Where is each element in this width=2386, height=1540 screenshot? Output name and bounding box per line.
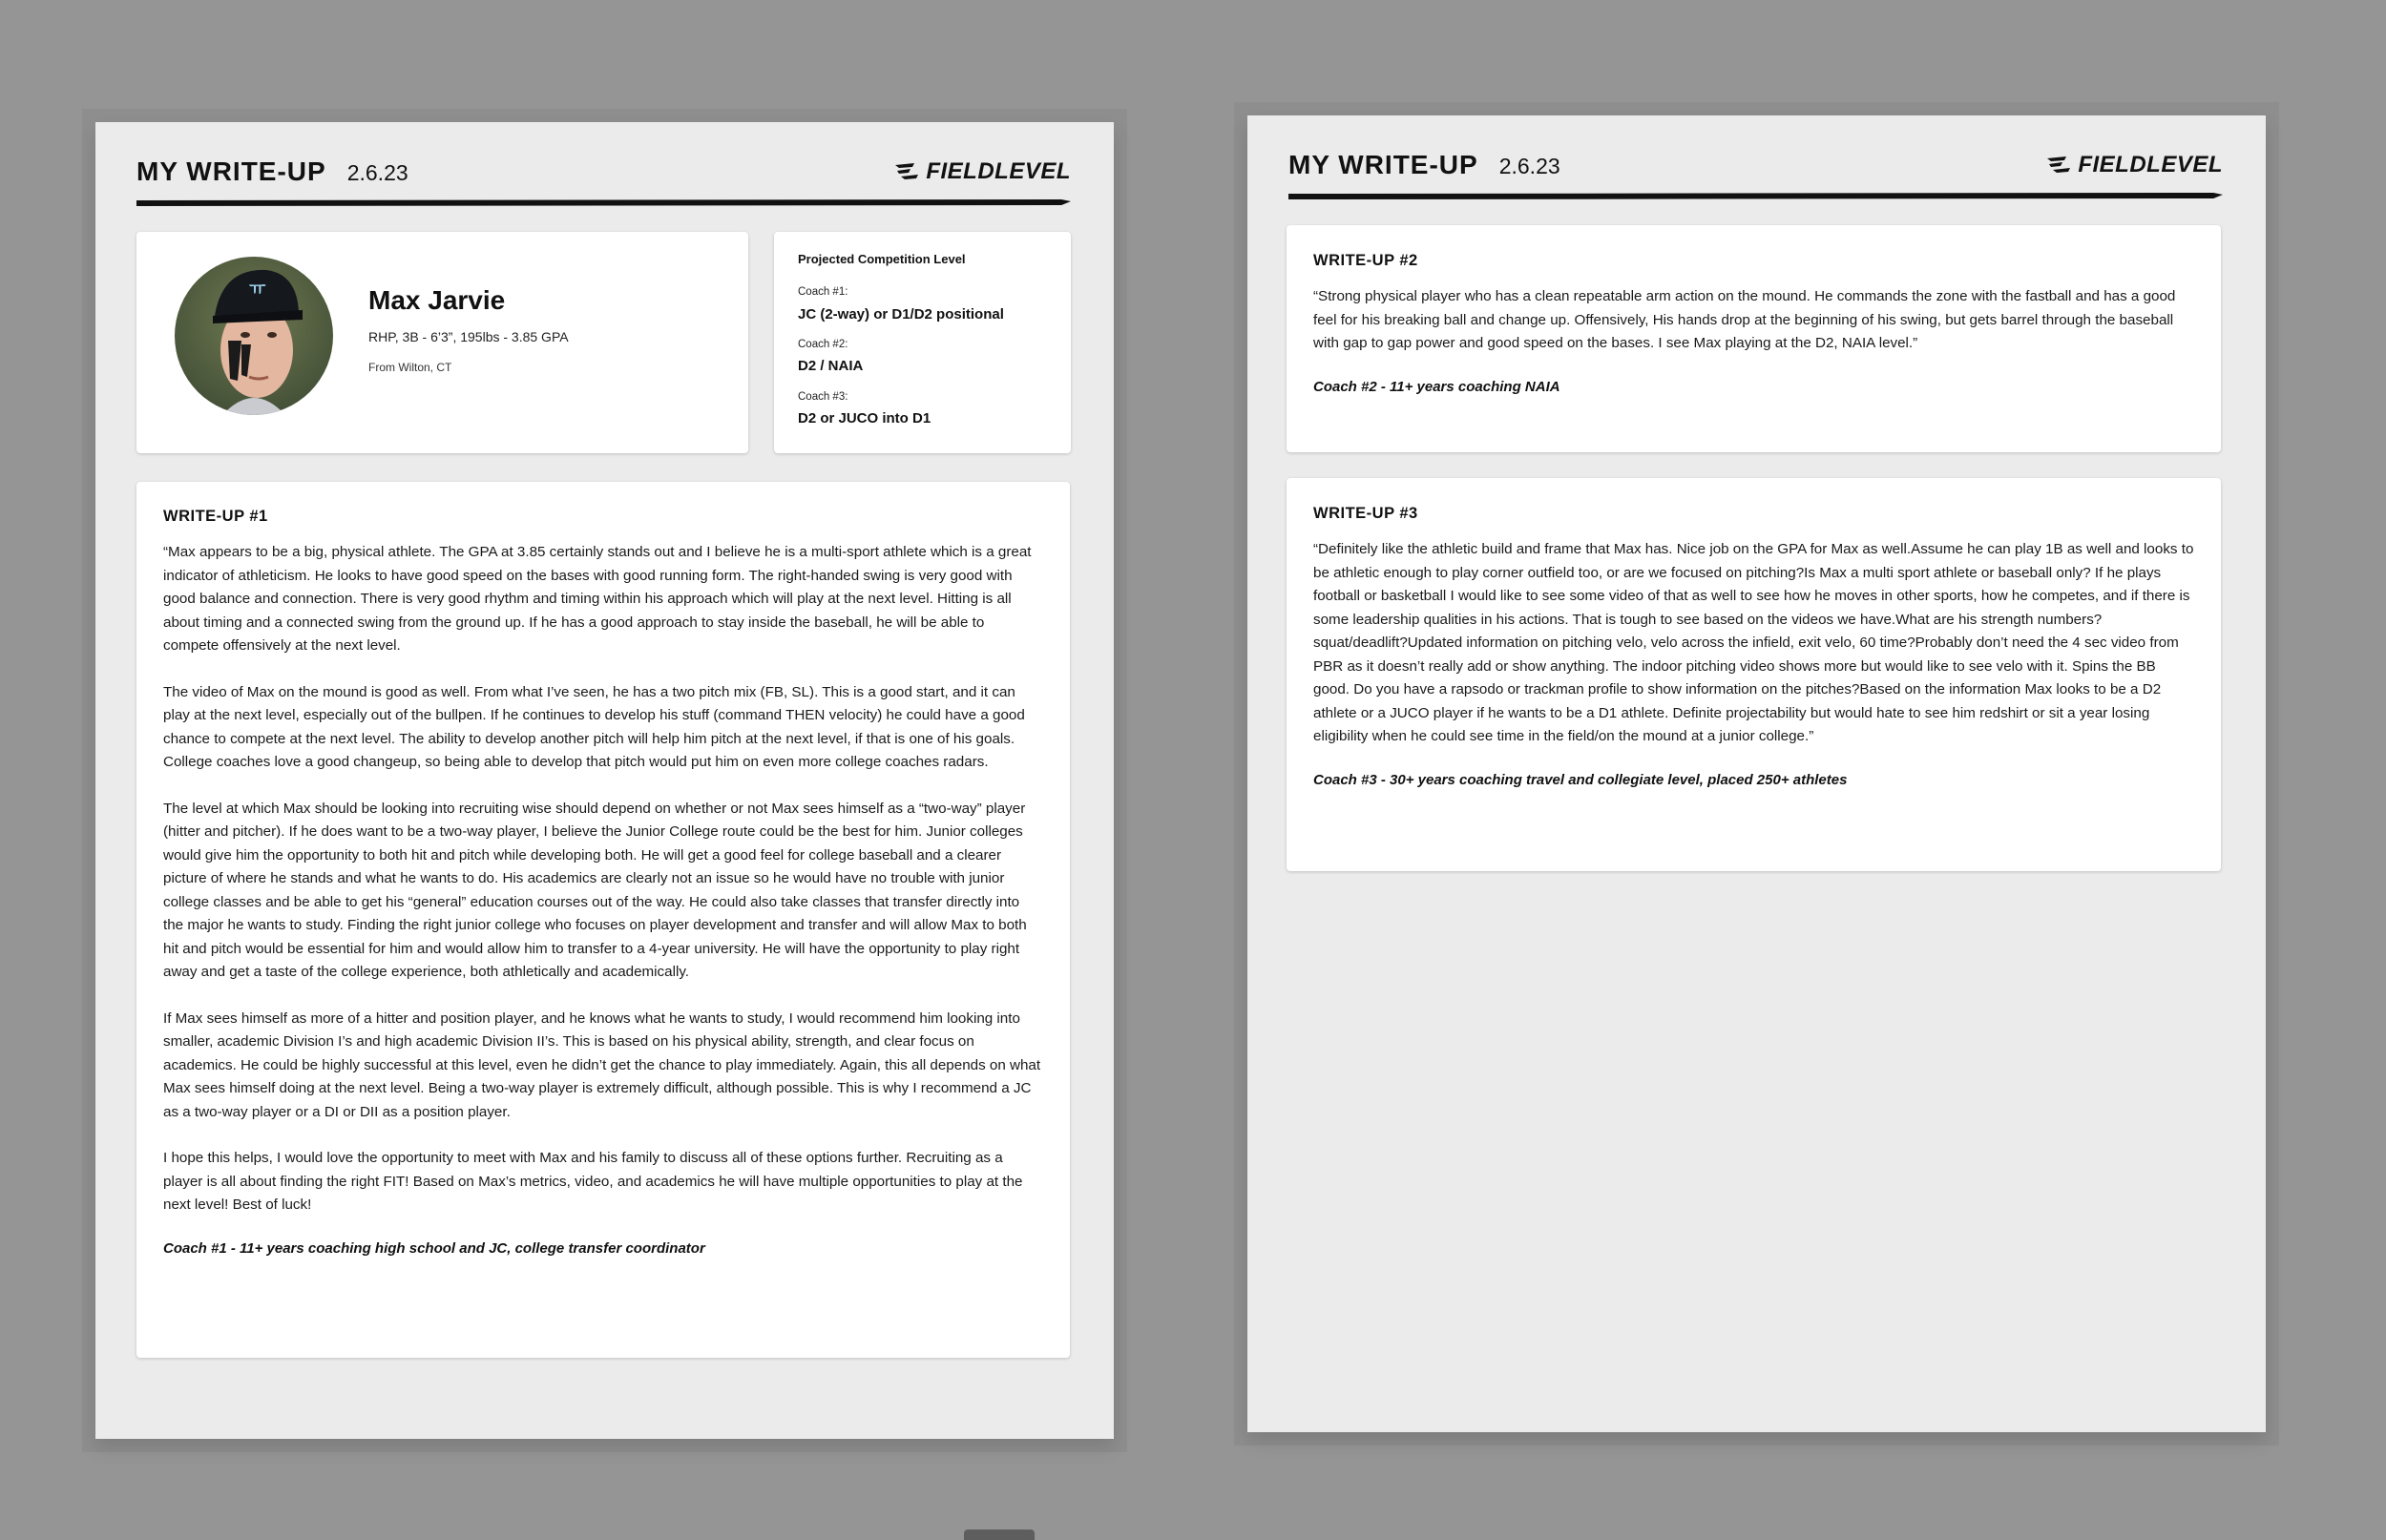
coach-1-projection: JC (2-way) or D1/D2 positional bbox=[798, 306, 1004, 323]
page-header bbox=[136, 122, 1071, 210]
page-date: 2.6.23 bbox=[1498, 154, 1560, 178]
write-up-1-paragraph: I hope this helps, I would love the opportunity to meet with Max and his family to discuss all of these options further. Recruiting as a player is all about finding the right FIT! Based on Max’s metrics, video, and academics he will have multiple opportunities to play at the next level! Best of luck! bbox=[163, 1150, 1023, 1213]
coach-2-label: Coach #2: bbox=[798, 339, 848, 350]
page-title: MY WRITE-UP bbox=[1288, 150, 1478, 179]
fieldlevel-logo-icon bbox=[2045, 155, 2074, 176]
brand-logo bbox=[893, 158, 1071, 185]
header-rule bbox=[1288, 192, 2223, 199]
write-up-2-signature: Coach #2 - 11+ years coaching NAIA bbox=[1313, 378, 1560, 395]
player-stats: RHP, 3B - 6’3”, 195lbs - 3.85 GPA bbox=[368, 329, 569, 344]
write-up-1-paragraph: “Max appears to be a big, physical athlete. The GPA at 3.85 certainly stands out and I believe he is a multi-sport athlete which is a great indicator of athleticism. He looks to have good speed on the bases with good running form. The right-handed swing is very good with good balance and connection. There is very good rhythm and timing within his approach which will play at the next level. Hitting is all about timing and a connected swing from the ground up. If he has a good approach to stay inside the baseball, he will be able to compete offensively at the next level. bbox=[163, 544, 1032, 654]
coach-2-projection: D2 / NAIA bbox=[798, 358, 864, 374]
document-page-1 bbox=[95, 122, 1114, 1439]
brand-name: FIELDLEVEL bbox=[2078, 152, 2223, 177]
write-up-1-signature: Coach #1 - 11+ years coaching high school and JC, college transfer coordinator bbox=[163, 1239, 705, 1257]
write-up-3-signature: Coach #3 - 30+ years coaching travel and collegiate level, placed 250+ athletes bbox=[1313, 771, 1848, 788]
write-up-2-card bbox=[1287, 225, 2221, 452]
page-header bbox=[1288, 115, 2223, 203]
write-up-2-title: WRITE-UP #2 bbox=[1313, 252, 1418, 269]
document-page-2 bbox=[1247, 115, 2266, 1432]
coach-3-projection: D2 or JUCO into D1 bbox=[798, 410, 931, 427]
write-up-1-paragraph: The video of Max on the mound is good as well. From what I’ve seen, he has a two pitch mix (FB, SL). This is a good start, and it can play at the next level, especially out of the bullpen. If he continues to develop his stuff (command THEN velocity) he could have a good chance to compete at the next level. The ability to develop another pitch will help him pitch at the next level, if that is one of his goals. College coaches love a good changeup, so being able to develop that pitch would put him on even more college coaches radars. bbox=[163, 683, 1025, 770]
fieldlevel-logo-icon bbox=[893, 161, 922, 182]
header-title-group bbox=[136, 156, 408, 187]
header-rule bbox=[136, 198, 1071, 206]
player-avatar bbox=[175, 257, 333, 415]
svg-text:ㅠ: ㅠ bbox=[249, 280, 266, 300]
coach-1-label: Coach #1: bbox=[798, 286, 848, 298]
player-name: Max Jarvie bbox=[368, 285, 506, 315]
write-up-1-paragraph: The level at which Max should be looking into recruiting wise should depend on whether or not Max sees himself as a “two-way” player (hitter and pitcher). If he does want to be a two-way player, I believe the Junior College route could be the best for him. Junior colleges would give him the opportunity to both hit and pitch while developing both. He will get a good feel for college baseball and a clearer picture of where he stands and what he wants to do. His academics are clearly not an issue so he would have no trouble with junior college classes and be able to get his “general” education courses out of the way. He could also take classes that transfer directly into the major he wants to study. Finding the right junior college who focuses on player development and transfer and will allow Max to both hit and pitch would be essential for him and would allow him to transfer to a 4-year university. He will have the opportunity to play right away and get a taste of the college experience, both athletically and academically. bbox=[163, 800, 1027, 980]
projected-level-title: Projected Competition Level bbox=[798, 252, 966, 266]
write-up-3-title: WRITE-UP #3 bbox=[1313, 505, 1418, 522]
write-up-3-card bbox=[1287, 478, 2221, 871]
player-profile-card bbox=[136, 232, 748, 453]
page-title: MY WRITE-UP bbox=[136, 156, 326, 186]
write-up-1-paragraph: If Max sees himself as more of a hitter and position player, and he knows what he wants to study, I would recommend him looking into smaller, academic Division I’s and high academic Division II’s. This is based on his physical ability, strength, and clear focus on academics. He could be highly successful at this level, even he didn’t get the chance to play immediately. Again, this all depends on what Max sees himself doing at the next level. Being a two-way player is extremely difficult, although possible. This is why I recommend a JC as a two-way player or a DI or DII as a position player. bbox=[163, 1009, 1041, 1120]
page-date: 2.6.23 bbox=[346, 160, 408, 185]
write-up-2-paragraph: “Strong physical player who has a clean repeatable arm action on the mound. He commands the zone with the fastball and has a good feel for his breaking ball and change up. Offensively, His hands drop at the beginning of his swing, but gets barrel through the baseball with gap to gap power and good speed on the bases. I see Max playing at the D2, NAIA level.” bbox=[1313, 288, 2176, 351]
brand-name: FIELDLEVEL bbox=[926, 158, 1071, 184]
write-up-1-card bbox=[136, 482, 1070, 1358]
coach-3-label: Coach #3: bbox=[798, 391, 848, 403]
write-up-3-paragraph: “Definitely like the athletic build and frame that Max has. Nice job on the GPA for Max as well.Assume he can play 1B as well and looks to be athletic enough to play corner outfield too, or are we focused on pitching?Is Max a multi sport athlete or baseball only? If he plays football or basketball I would like to see some video of that as well to see how he moves in other sports, how he competes, and if there is some leadership qualities in his actions. That is tough to see based on the videos we have.What are his strength numbers? squat/deadlift?Updated information on pitching velo, velo across the infield, exit velo, 60 time?Probably don’t need the 4 sec video from PBR as it doesn’t really add or show anything. The indoor pitching video shows more but would like to see velo with it. Spins the BB good. Do you have a rapsodo or trackman profile to show information on the pitches?Based on the information Max looks to be a D2 athlete or a JUCO player if he wants to be a D1 athlete. Definite projectability but would hate to see him redshirt or sit a year losing eligibility when he could see time in the field/on the mound at a junior college.” bbox=[1313, 541, 2194, 744]
write-up-1-title: WRITE-UP #1 bbox=[163, 508, 268, 525]
brand-logo bbox=[2045, 152, 2223, 178]
projected-level-card bbox=[774, 232, 1071, 453]
player-hometown: From Wilton, CT bbox=[368, 361, 452, 374]
header-title-group bbox=[1288, 150, 1560, 180]
page-navigation-handle[interactable] bbox=[964, 1530, 1035, 1540]
